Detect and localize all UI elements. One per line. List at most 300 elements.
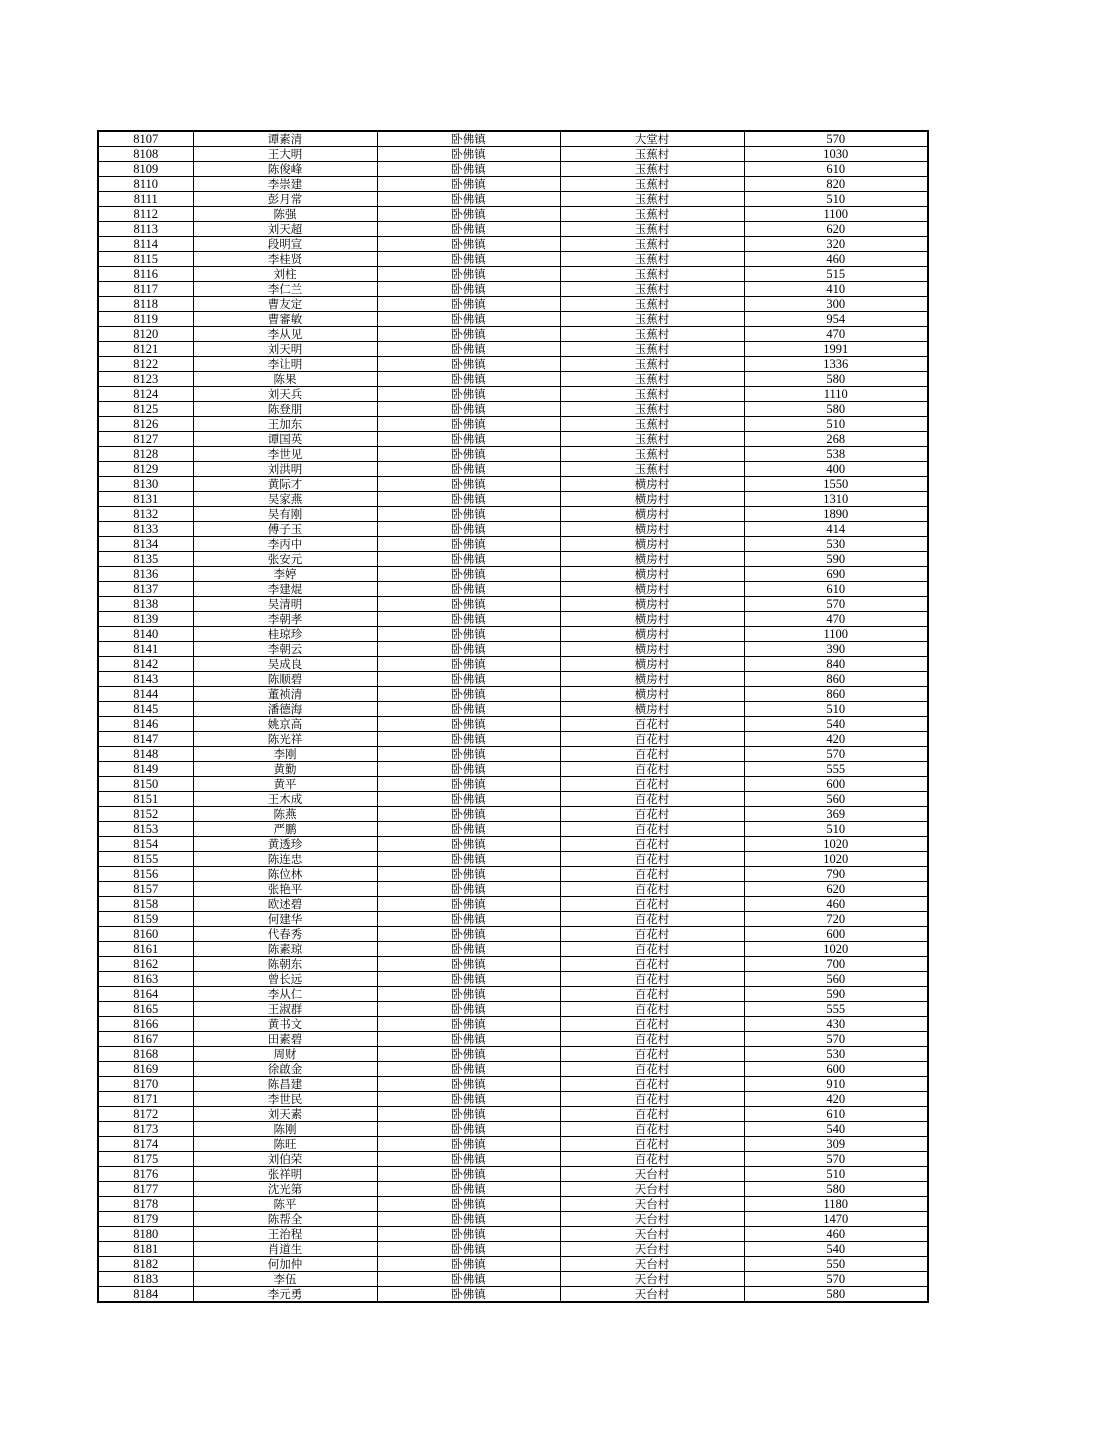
- town-cell: 卧佛镇: [377, 522, 560, 537]
- row-number-cell: 8114: [98, 237, 193, 252]
- town-cell: 卧佛镇: [377, 1287, 560, 1303]
- amount-cell: 1100: [744, 627, 928, 642]
- row-number-cell: 8126: [98, 417, 193, 432]
- name-cell: 周财: [193, 1047, 377, 1062]
- village-cell: 玉蕉村: [560, 432, 744, 447]
- table-row: [98, 297, 928, 312]
- amount-cell: 320: [744, 237, 928, 252]
- amount-cell: 1336: [744, 357, 928, 372]
- village-cell: 百花村: [560, 717, 744, 732]
- village-cell: 横房村: [560, 567, 744, 582]
- row-number-cell: 8123: [98, 372, 193, 387]
- name-cell: 陈昌建: [193, 1077, 377, 1092]
- amount-cell: 510: [744, 822, 928, 837]
- name-cell: 李桂贤: [193, 252, 377, 267]
- amount-cell: 860: [744, 672, 928, 687]
- amount-cell: 570: [744, 597, 928, 612]
- row-number-cell: 8121: [98, 342, 193, 357]
- village-cell: 大堂村: [560, 131, 744, 147]
- amount-cell: 540: [744, 717, 928, 732]
- table-row: [98, 987, 928, 1002]
- amount-cell: 600: [744, 777, 928, 792]
- village-cell: 百花村: [560, 1137, 744, 1152]
- village-cell: 百花村: [560, 1122, 744, 1137]
- table-row: [98, 807, 928, 822]
- table-row: [98, 267, 928, 282]
- row-number-cell: 8127: [98, 432, 193, 447]
- town-cell: 卧佛镇: [377, 822, 560, 837]
- name-cell: 李伍: [193, 1272, 377, 1287]
- amount-cell: 590: [744, 987, 928, 1002]
- table-row: [98, 192, 928, 207]
- row-number-cell: 8161: [98, 942, 193, 957]
- village-cell: 玉蕉村: [560, 417, 744, 432]
- amount-cell: 580: [744, 372, 928, 387]
- table-row: [98, 417, 928, 432]
- name-cell: 陈平: [193, 1197, 377, 1212]
- table-row: [98, 867, 928, 882]
- village-cell: 横房村: [560, 642, 744, 657]
- town-cell: 卧佛镇: [377, 687, 560, 702]
- table-row: [98, 522, 928, 537]
- village-cell: 百花村: [560, 822, 744, 837]
- table-row: [98, 222, 928, 237]
- amount-cell: 470: [744, 612, 928, 627]
- table-row: [98, 372, 928, 387]
- amount-cell: 610: [744, 582, 928, 597]
- name-cell: 曹審敏: [193, 312, 377, 327]
- name-cell: 田素碧: [193, 1032, 377, 1047]
- name-cell: 何加仲: [193, 1257, 377, 1272]
- amount-cell: 570: [744, 747, 928, 762]
- row-number-cell: 8111: [98, 192, 193, 207]
- village-cell: 横房村: [560, 582, 744, 597]
- village-cell: 百花村: [560, 972, 744, 987]
- amount-cell: 570: [744, 1032, 928, 1047]
- table-row: [98, 897, 928, 912]
- row-number-cell: 8155: [98, 852, 193, 867]
- amount-cell: 430: [744, 1017, 928, 1032]
- table-row: [98, 747, 928, 762]
- row-number-cell: 8107: [98, 131, 193, 147]
- village-cell: 横房村: [560, 507, 744, 522]
- name-cell: 陈刚: [193, 1122, 377, 1137]
- name-cell: 李从见: [193, 327, 377, 342]
- village-cell: 百花村: [560, 1092, 744, 1107]
- amount-cell: 369: [744, 807, 928, 822]
- row-number-cell: 8146: [98, 717, 193, 732]
- row-number-cell: 8184: [98, 1287, 193, 1303]
- village-cell: 天台村: [560, 1167, 744, 1182]
- village-cell: 玉蕉村: [560, 177, 744, 192]
- row-number-cell: 8176: [98, 1167, 193, 1182]
- row-number-cell: 8159: [98, 912, 193, 927]
- table-row: [98, 357, 928, 372]
- village-cell: 天台村: [560, 1182, 744, 1197]
- town-cell: 卧佛镇: [377, 1197, 560, 1212]
- village-cell: 百花村: [560, 867, 744, 882]
- village-cell: 横房村: [560, 612, 744, 627]
- amount-cell: 460: [744, 897, 928, 912]
- row-number-cell: 8152: [98, 807, 193, 822]
- table-row: [98, 672, 928, 687]
- town-cell: 卧佛镇: [377, 1092, 560, 1107]
- town-cell: 卧佛镇: [377, 552, 560, 567]
- village-cell: 横房村: [560, 522, 744, 537]
- village-cell: 玉蕉村: [560, 402, 744, 417]
- town-cell: 卧佛镇: [377, 432, 560, 447]
- village-cell: 横房村: [560, 672, 744, 687]
- name-cell: 肖道生: [193, 1242, 377, 1257]
- town-cell: 卧佛镇: [377, 672, 560, 687]
- amount-cell: 610: [744, 1107, 928, 1122]
- table-row: [98, 507, 928, 522]
- row-number-cell: 8130: [98, 477, 193, 492]
- row-number-cell: 8182: [98, 1257, 193, 1272]
- town-cell: 卧佛镇: [377, 131, 560, 147]
- name-cell: 李仁兰: [193, 282, 377, 297]
- table-row: [98, 852, 928, 867]
- row-number-cell: 8171: [98, 1092, 193, 1107]
- amount-cell: 510: [744, 702, 928, 717]
- village-cell: 百花村: [560, 747, 744, 762]
- name-cell: 陈朝东: [193, 957, 377, 972]
- row-number-cell: 8144: [98, 687, 193, 702]
- village-cell: 横房村: [560, 492, 744, 507]
- row-number-cell: 8151: [98, 792, 193, 807]
- village-cell: 玉蕉村: [560, 372, 744, 387]
- amount-cell: 390: [744, 642, 928, 657]
- name-cell: 徐啟金: [193, 1062, 377, 1077]
- row-number-cell: 8115: [98, 252, 193, 267]
- village-cell: 百花村: [560, 1107, 744, 1122]
- row-number-cell: 8136: [98, 567, 193, 582]
- town-cell: 卧佛镇: [377, 582, 560, 597]
- town-cell: 卧佛镇: [377, 612, 560, 627]
- table-row: [98, 687, 928, 702]
- amount-cell: 580: [744, 1182, 928, 1197]
- table-row: [98, 582, 928, 597]
- row-number-cell: 8175: [98, 1152, 193, 1167]
- town-cell: 卧佛镇: [377, 762, 560, 777]
- table-row: [98, 1242, 928, 1257]
- town-cell: 卧佛镇: [377, 447, 560, 462]
- village-cell: 天台村: [560, 1272, 744, 1287]
- row-number-cell: 8143: [98, 672, 193, 687]
- table-row: [98, 432, 928, 447]
- name-cell: 代春秀: [193, 927, 377, 942]
- amount-cell: 1180: [744, 1197, 928, 1212]
- village-cell: 百花村: [560, 792, 744, 807]
- name-cell: 李朝云: [193, 642, 377, 657]
- town-cell: 卧佛镇: [377, 297, 560, 312]
- table-row: [98, 642, 928, 657]
- name-cell: 陈光祥: [193, 732, 377, 747]
- amount-cell: 515: [744, 267, 928, 282]
- table-row: [98, 492, 928, 507]
- table-row: [98, 282, 928, 297]
- row-number-cell: 8148: [98, 747, 193, 762]
- name-cell: 陈果: [193, 372, 377, 387]
- table-row: [98, 567, 928, 582]
- row-number-cell: 8172: [98, 1107, 193, 1122]
- name-cell: 严鹏: [193, 822, 377, 837]
- name-cell: 刘伯荣: [193, 1152, 377, 1167]
- town-cell: 卧佛镇: [377, 207, 560, 222]
- table-row: [98, 1272, 928, 1287]
- row-number-cell: 8119: [98, 312, 193, 327]
- row-number-cell: 8134: [98, 537, 193, 552]
- table-row: [98, 327, 928, 342]
- town-cell: 卧佛镇: [377, 1272, 560, 1287]
- amount-cell: 410: [744, 282, 928, 297]
- row-number-cell: 8128: [98, 447, 193, 462]
- row-number-cell: 8168: [98, 1047, 193, 1062]
- table-row: [98, 1122, 928, 1137]
- name-cell: 李世民: [193, 1092, 377, 1107]
- row-number-cell: 8132: [98, 507, 193, 522]
- village-cell: 百花村: [560, 882, 744, 897]
- row-number-cell: 8163: [98, 972, 193, 987]
- row-number-cell: 8116: [98, 267, 193, 282]
- town-cell: 卧佛镇: [377, 747, 560, 762]
- amount-cell: 840: [744, 657, 928, 672]
- name-cell: 刘洪明: [193, 462, 377, 477]
- table-row: [98, 207, 928, 222]
- name-cell: 曹友定: [193, 297, 377, 312]
- village-cell: 玉蕉村: [560, 237, 744, 252]
- table-row: [98, 777, 928, 792]
- name-cell: 李世见: [193, 447, 377, 462]
- name-cell: 吴家燕: [193, 492, 377, 507]
- amount-cell: 555: [744, 762, 928, 777]
- amount-cell: 555: [744, 1002, 928, 1017]
- table-row: [98, 612, 928, 627]
- name-cell: 陈强: [193, 207, 377, 222]
- row-number-cell: 8183: [98, 1272, 193, 1287]
- town-cell: 卧佛镇: [377, 177, 560, 192]
- row-number-cell: 8122: [98, 357, 193, 372]
- table-row: [98, 1167, 928, 1182]
- name-cell: 刘天明: [193, 342, 377, 357]
- town-cell: 卧佛镇: [377, 327, 560, 342]
- amount-cell: 538: [744, 447, 928, 462]
- town-cell: 卧佛镇: [377, 867, 560, 882]
- row-number-cell: 8154: [98, 837, 193, 852]
- name-cell: 彭月常: [193, 192, 377, 207]
- row-number-cell: 8140: [98, 627, 193, 642]
- row-number-cell: 8165: [98, 1002, 193, 1017]
- amount-cell: 860: [744, 687, 928, 702]
- village-cell: 天台村: [560, 1242, 744, 1257]
- town-cell: 卧佛镇: [377, 1167, 560, 1182]
- amount-cell: 600: [744, 1062, 928, 1077]
- table-row: [98, 1227, 928, 1242]
- amount-cell: 510: [744, 1167, 928, 1182]
- amount-cell: 420: [744, 732, 928, 747]
- table-row: [98, 1062, 928, 1077]
- table-row: [98, 942, 928, 957]
- amount-cell: 1020: [744, 852, 928, 867]
- row-number-cell: 8164: [98, 987, 193, 1002]
- amount-cell: 1550: [744, 477, 928, 492]
- name-cell: 李建焜: [193, 582, 377, 597]
- row-number-cell: 8160: [98, 927, 193, 942]
- town-cell: 卧佛镇: [377, 1002, 560, 1017]
- village-cell: 百花村: [560, 1017, 744, 1032]
- row-number-cell: 8177: [98, 1182, 193, 1197]
- town-cell: 卧佛镇: [377, 1062, 560, 1077]
- village-cell: 玉蕉村: [560, 162, 744, 177]
- row-number-cell: 8133: [98, 522, 193, 537]
- row-number-cell: 8142: [98, 657, 193, 672]
- table-row: [98, 1047, 928, 1062]
- town-cell: 卧佛镇: [377, 597, 560, 612]
- name-cell: 李崇建: [193, 177, 377, 192]
- row-number-cell: 8166: [98, 1017, 193, 1032]
- town-cell: 卧佛镇: [377, 492, 560, 507]
- table-row: [98, 312, 928, 327]
- table-row: [98, 1152, 928, 1167]
- amount-cell: 510: [744, 417, 928, 432]
- town-cell: 卧佛镇: [377, 222, 560, 237]
- table-row: [98, 1287, 928, 1303]
- table-row: [98, 732, 928, 747]
- village-cell: 玉蕉村: [560, 282, 744, 297]
- amount-cell: 700: [744, 957, 928, 972]
- town-cell: 卧佛镇: [377, 1137, 560, 1152]
- village-cell: 玉蕉村: [560, 252, 744, 267]
- table-row: [98, 927, 928, 942]
- row-number-cell: 8141: [98, 642, 193, 657]
- row-number-cell: 8110: [98, 177, 193, 192]
- amount-cell: 570: [744, 1152, 928, 1167]
- table-row: [98, 147, 928, 162]
- village-cell: 百花村: [560, 732, 744, 747]
- name-cell: 刘天超: [193, 222, 377, 237]
- name-cell: 李从仁: [193, 987, 377, 1002]
- amount-cell: 620: [744, 882, 928, 897]
- amount-cell: 414: [744, 522, 928, 537]
- village-cell: 天台村: [560, 1257, 744, 1272]
- amount-cell: 610: [744, 162, 928, 177]
- town-cell: 卧佛镇: [377, 312, 560, 327]
- town-cell: 卧佛镇: [377, 1107, 560, 1122]
- name-cell: 陈俊峰: [193, 162, 377, 177]
- amount-cell: 1470: [744, 1212, 928, 1227]
- town-cell: 卧佛镇: [377, 1077, 560, 1092]
- row-number-cell: 8135: [98, 552, 193, 567]
- row-number-cell: 8153: [98, 822, 193, 837]
- row-number-cell: 8150: [98, 777, 193, 792]
- name-cell: 张安元: [193, 552, 377, 567]
- town-cell: 卧佛镇: [377, 1017, 560, 1032]
- name-cell: 刘天素: [193, 1107, 377, 1122]
- row-number-cell: 8167: [98, 1032, 193, 1047]
- amount-cell: 1030: [744, 147, 928, 162]
- table-row: [98, 792, 928, 807]
- amount-cell: 300: [744, 297, 928, 312]
- name-cell: 王木成: [193, 792, 377, 807]
- amount-cell: 580: [744, 1287, 928, 1303]
- town-cell: 卧佛镇: [377, 897, 560, 912]
- town-cell: 卧佛镇: [377, 777, 560, 792]
- town-cell: 卧佛镇: [377, 1182, 560, 1197]
- name-cell: 吴成良: [193, 657, 377, 672]
- village-cell: 百花村: [560, 1077, 744, 1092]
- name-cell: 李婷: [193, 567, 377, 582]
- amount-cell: 470: [744, 327, 928, 342]
- town-cell: 卧佛镇: [377, 1242, 560, 1257]
- amount-cell: 910: [744, 1077, 928, 1092]
- town-cell: 卧佛镇: [377, 852, 560, 867]
- town-cell: 卧佛镇: [377, 732, 560, 747]
- name-cell: 陈登朋: [193, 402, 377, 417]
- name-cell: 黄平: [193, 777, 377, 792]
- table-row: [98, 822, 928, 837]
- amount-cell: 570: [744, 131, 928, 147]
- town-cell: 卧佛镇: [377, 417, 560, 432]
- town-cell: 卧佛镇: [377, 717, 560, 732]
- name-cell: 陈位林: [193, 867, 377, 882]
- name-cell: 何建华: [193, 912, 377, 927]
- village-cell: 玉蕉村: [560, 387, 744, 402]
- table-row: [98, 552, 928, 567]
- row-number-cell: 8109: [98, 162, 193, 177]
- amount-cell: 530: [744, 537, 928, 552]
- town-cell: 卧佛镇: [377, 1122, 560, 1137]
- town-cell: 卧佛镇: [377, 972, 560, 987]
- town-cell: 卧佛镇: [377, 837, 560, 852]
- town-cell: 卧佛镇: [377, 267, 560, 282]
- town-cell: 卧佛镇: [377, 192, 560, 207]
- row-number-cell: 8113: [98, 222, 193, 237]
- name-cell: 王治程: [193, 1227, 377, 1242]
- name-cell: 董祯清: [193, 687, 377, 702]
- name-cell: 谭素清: [193, 131, 377, 147]
- table-row: [98, 717, 928, 732]
- village-cell: 横房村: [560, 627, 744, 642]
- table-row: [98, 1212, 928, 1227]
- row-number-cell: 8170: [98, 1077, 193, 1092]
- row-number-cell: 8145: [98, 702, 193, 717]
- village-cell: 玉蕉村: [560, 462, 744, 477]
- amount-cell: 820: [744, 177, 928, 192]
- name-cell: 潘德海: [193, 702, 377, 717]
- town-cell: 卧佛镇: [377, 702, 560, 717]
- amount-cell: 690: [744, 567, 928, 582]
- name-cell: 傅子玉: [193, 522, 377, 537]
- village-cell: 百花村: [560, 852, 744, 867]
- village-cell: 天台村: [560, 1227, 744, 1242]
- village-cell: 百花村: [560, 987, 744, 1002]
- amount-cell: 720: [744, 912, 928, 927]
- amount-cell: 510: [744, 192, 928, 207]
- table-row: [98, 177, 928, 192]
- village-cell: 横房村: [560, 597, 744, 612]
- town-cell: 卧佛镇: [377, 387, 560, 402]
- table-row: [98, 837, 928, 852]
- town-cell: 卧佛镇: [377, 507, 560, 522]
- row-number-cell: 8129: [98, 462, 193, 477]
- table-row: [98, 912, 928, 927]
- name-cell: 张祥明: [193, 1167, 377, 1182]
- row-number-cell: 8137: [98, 582, 193, 597]
- table-row: [98, 762, 928, 777]
- row-number-cell: 8147: [98, 732, 193, 747]
- name-cell: 吴有刚: [193, 507, 377, 522]
- town-cell: 卧佛镇: [377, 537, 560, 552]
